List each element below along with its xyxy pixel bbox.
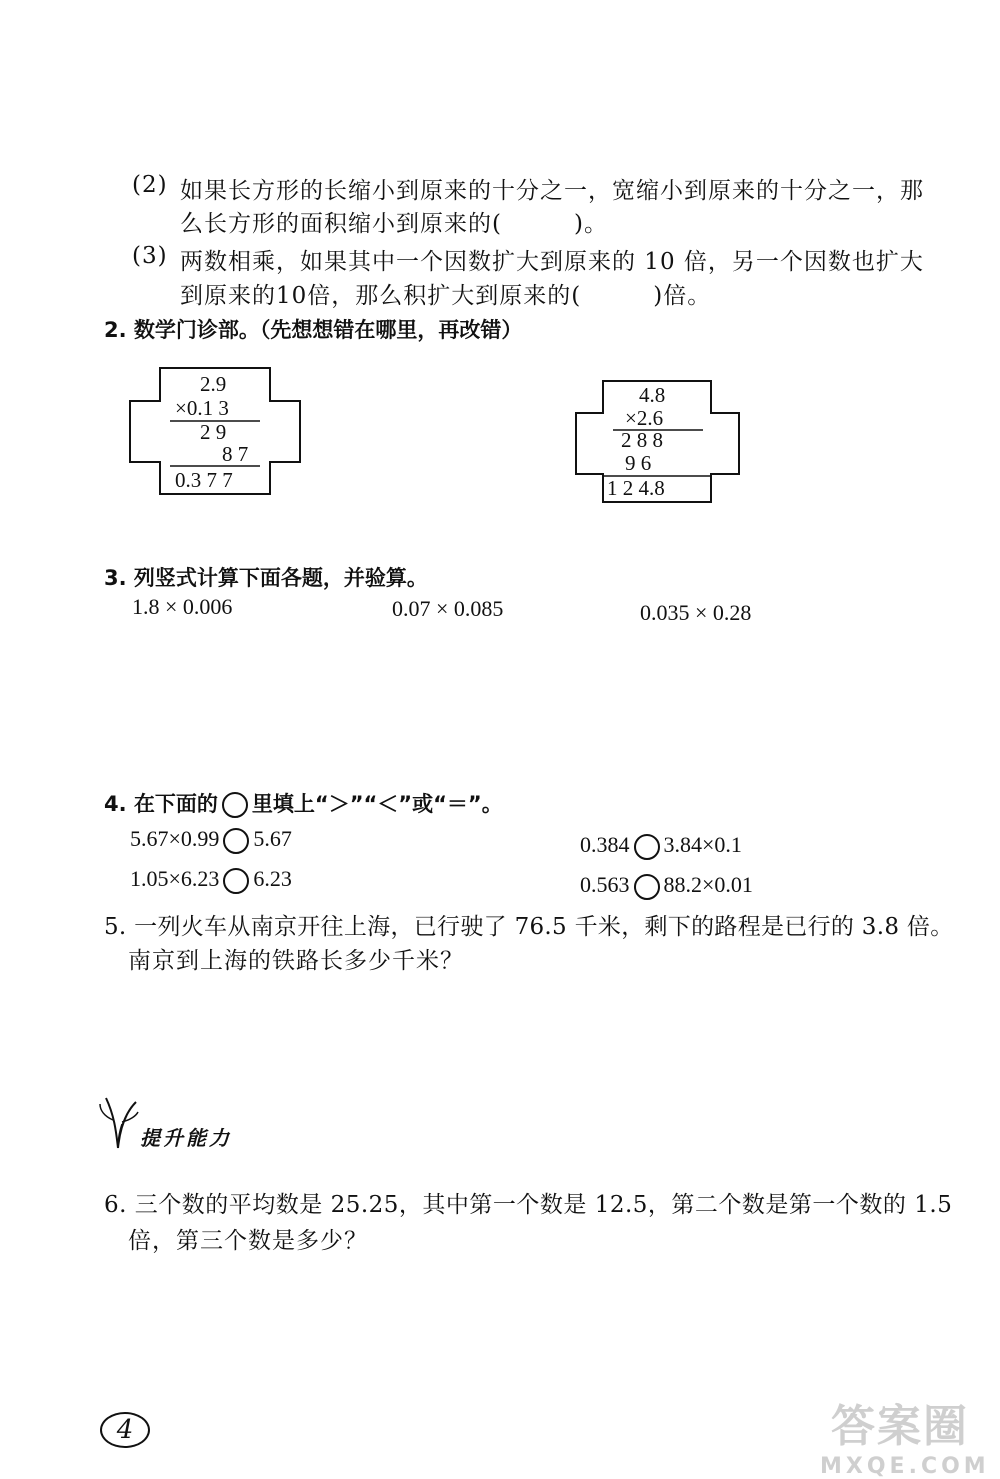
answer-circle-icon bbox=[222, 792, 248, 818]
q4-row2-left: 0.384 bbox=[580, 832, 630, 857]
calc2-line-2: ×2.6 bbox=[625, 406, 664, 430]
q5-line1: 5. 一列火车从南京开往上海，已行驶了 76.5 千米，剩下的路程是已行的 3.8 倍。 bbox=[104, 914, 954, 940]
q4-row-4 bbox=[580, 872, 753, 900]
q1-item2-line2: 么长方形的面积缩小到原来的( )。 bbox=[180, 211, 608, 237]
q1-item2-number: (2) bbox=[132, 172, 168, 198]
calc1-line-4: 8 7 bbox=[222, 442, 249, 466]
q3-expr-1: 1.8 × 0.006 bbox=[132, 594, 233, 619]
q6-line2: 倍，第三个数是多少？ bbox=[128, 1228, 368, 1254]
q4-row3-left: 1.05×6.23 bbox=[130, 866, 220, 891]
error-calc-box-2 bbox=[573, 378, 743, 506]
calc1-line-3: 2 9 bbox=[200, 420, 227, 444]
calc2-line-4: 9 6 bbox=[625, 451, 652, 475]
q4-title-part-b: 里填上“＞”“＜”或“＝”。 bbox=[251, 792, 503, 816]
calc1-line-5: 0.3 7 7 bbox=[175, 468, 233, 492]
q3-expr-2: 0.07 × 0.085 bbox=[392, 596, 504, 621]
q4-row-1 bbox=[130, 826, 292, 854]
calc2-line-1: 4.8 bbox=[639, 383, 666, 407]
q4-row3-right: 6.23 bbox=[253, 866, 292, 891]
watermark-text: 答案圈 bbox=[831, 1401, 969, 1452]
section-title: 提升能力 bbox=[140, 1126, 232, 1150]
watermark-sub: MXQE.COM bbox=[820, 1454, 990, 1479]
q1-item2-line1: 如果长方形的长缩小到原来的十分之一，宽缩小到原来的十分之一，那 bbox=[180, 178, 924, 204]
calc1-line-2: ×0.1 3 bbox=[175, 396, 229, 420]
page-number-badge bbox=[100, 1412, 150, 1448]
q4-row1-right: 5.67 bbox=[253, 826, 292, 851]
q4-title-part-a: 4. 在下面的 bbox=[104, 792, 218, 816]
page-number: 4 bbox=[116, 1415, 134, 1445]
q1-item3-line1: 两数相乘，如果其中一个因数扩大到原来的 10 倍，另一个因数也扩大 bbox=[180, 249, 924, 275]
plant-icon bbox=[96, 1090, 140, 1150]
compare-circle-3[interactable] bbox=[223, 868, 249, 894]
q3-expr-3: 0.035 × 0.28 bbox=[640, 600, 752, 625]
q2-title: 2. 数学门诊部。（先想想错在哪里，再改错） bbox=[104, 318, 523, 342]
q4-title bbox=[104, 788, 503, 818]
q3-title: 3. 列竖式计算下面各题，并验算。 bbox=[104, 566, 428, 590]
q4-row-3 bbox=[130, 866, 292, 894]
q4-row4-left: 0.563 bbox=[580, 872, 630, 897]
error-calc-box-1 bbox=[125, 365, 305, 497]
calc2-line-3: 2 8 8 bbox=[621, 428, 663, 452]
compare-circle-2[interactable] bbox=[634, 834, 660, 860]
q1-item3-number: (3) bbox=[132, 243, 168, 269]
q4-row1-left: 5.67×0.99 bbox=[130, 826, 220, 851]
q5-line2: 南京到上海的铁路长多少千米？ bbox=[128, 948, 464, 974]
compare-circle-4[interactable] bbox=[634, 874, 660, 900]
compare-circle-1[interactable] bbox=[223, 828, 249, 854]
q4-row2-right: 3.84×0.1 bbox=[663, 832, 742, 857]
q1-item3-line2: 到原来的10倍，那么积扩大到原来的( )倍。 bbox=[180, 283, 712, 309]
calc1-line-1: 2.9 bbox=[200, 372, 227, 396]
q4-row-2 bbox=[580, 832, 742, 860]
q6-line1: 6. 三个数的平均数是 25.25，其中第一个数是 12.5，第二个数是第一个数的 1.5 bbox=[104, 1192, 953, 1218]
watermark-logo bbox=[820, 1390, 990, 1479]
calc2-line-5: 1 2 4.8 bbox=[607, 476, 665, 500]
q4-row4-right: 88.2×0.01 bbox=[663, 872, 753, 897]
